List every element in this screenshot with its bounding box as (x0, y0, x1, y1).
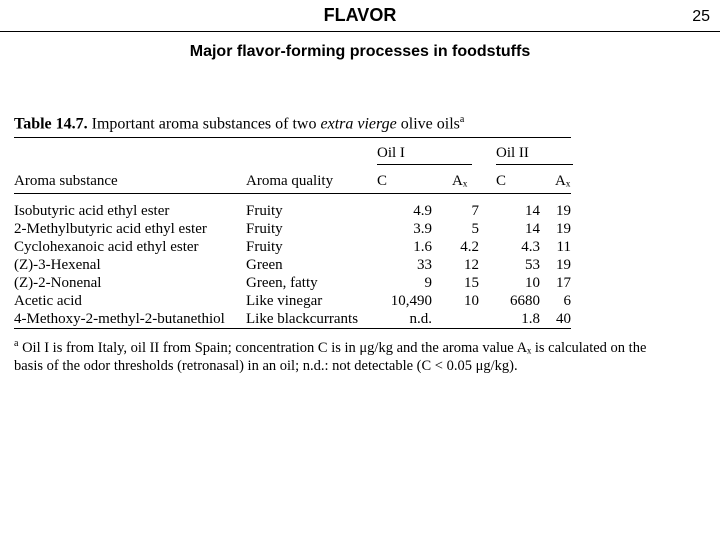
footnote-line-1 (14, 335, 710, 357)
table-caption (14, 114, 464, 133)
table-cell-a1: 10 (464, 293, 479, 309)
column-header-c-oil-1: C (377, 173, 388, 189)
table-cell-a2: 11 (556, 239, 571, 255)
table-cell-c1: n.d. (409, 311, 432, 327)
table-cell-c1: 1.6 (413, 239, 432, 255)
table-cell-substance: Acetic acid (14, 293, 82, 309)
table-cell-c2: 53 (525, 257, 540, 273)
table-top-rule (14, 137, 571, 138)
table-cell-a2: 19 (556, 221, 571, 237)
table-cell-a2: 40 (556, 311, 571, 327)
table-cell-a1: 5 (471, 221, 479, 237)
table-bottom-rule (14, 328, 571, 329)
table-cell-quality: Like vinegar (246, 293, 323, 309)
slide-title: FLAVOR (323, 5, 397, 25)
table-header-rule (14, 193, 571, 194)
table-cell-quality: Fruity (246, 221, 283, 237)
table-cell-c2: 1.8 (521, 311, 540, 327)
table-footnote (14, 335, 710, 375)
group-header-oil-2: Oil II (496, 145, 529, 161)
table-cell-quality: Fruity (246, 203, 283, 219)
table-cell-a2: 19 (556, 257, 571, 273)
table-cell-quality: Like blackcurrants (246, 311, 359, 327)
table-cell-a1: 7 (471, 203, 479, 219)
table-caption-footnote-mark: a (459, 114, 465, 125)
table-cell-c1: 10,490 (390, 293, 432, 309)
table-cell-quality: Green (246, 257, 283, 273)
slide-subtitle: Major flavor-forming processes in foodstuffs (189, 43, 531, 60)
column-header-substance: Aroma substance (14, 173, 118, 189)
table-cell-substance: 2-Methylbutyric acid ethyl ester (14, 221, 207, 237)
table-cell-a2: 6 (563, 293, 571, 309)
table-cell-c1: 9 (424, 275, 432, 291)
table-cell-substance: Isobutyric acid ethyl ester (14, 203, 170, 219)
table-cell-substance: 4-Methoxy-2-methyl-2-butanethiol (14, 311, 225, 327)
table-cell-c1: 4.9 (413, 203, 432, 219)
table-cell-substance: (Z)-2-Nonenal (14, 275, 102, 291)
table-cell-c1: 33 (417, 257, 432, 273)
footnote-text-1: Oil I is from Italy, oil II from Spain; concentration C is in μg/kg and the aroma value Aₓ is calculated on the (22, 339, 647, 356)
table-cell-c2: 4.3 (521, 239, 540, 255)
table-cell-c2: 6680 (510, 293, 540, 309)
group-rule-oil-2 (496, 164, 573, 165)
table-cell-a1: 4.2 (460, 239, 479, 255)
table-cell-quality: Green, fatty (246, 275, 318, 291)
header-divider (0, 31, 720, 32)
page-number: 25 (692, 8, 710, 25)
table-cell-c1: 3.9 (413, 221, 432, 237)
table-cell-a1: 15 (464, 275, 479, 291)
column-header-ax-oil-2: Aₓ (555, 173, 571, 189)
table-cell-substance: Cyclohexanoic acid ethyl ester (14, 239, 199, 255)
footnote-mark: a (14, 338, 19, 349)
column-header-quality: Aroma quality (246, 173, 334, 189)
column-header-ax-oil-1: Aₓ (452, 173, 468, 189)
table-cell-substance: (Z)-3-Hexenal (14, 257, 101, 273)
table-caption-label: Table 14.7. (14, 115, 88, 133)
group-header-oil-1: Oil I (377, 145, 405, 161)
footnote-line-2: basis of the odor thresholds (retronasal) in an oil; n.d.: not detectable (C < 0.05 μg/kg). (14, 357, 518, 374)
table-cell-c2: 14 (525, 203, 540, 219)
table-cell-a2: 17 (556, 275, 571, 291)
table-cell-c2: 10 (525, 275, 540, 291)
column-header-c-oil-2: C (496, 173, 507, 189)
table-cell-a1: 12 (464, 257, 479, 273)
table-caption-italic: extra vierge (320, 115, 397, 133)
table-cell-a2: 19 (556, 203, 571, 219)
group-rule-oil-1 (377, 164, 472, 165)
table-cell-quality: Fruity (246, 239, 283, 255)
table-cell-c2: 14 (525, 221, 540, 237)
table-caption-text-pre: Important aroma substances of two (91, 115, 317, 133)
table-caption-text-post: olive oils (400, 115, 460, 133)
